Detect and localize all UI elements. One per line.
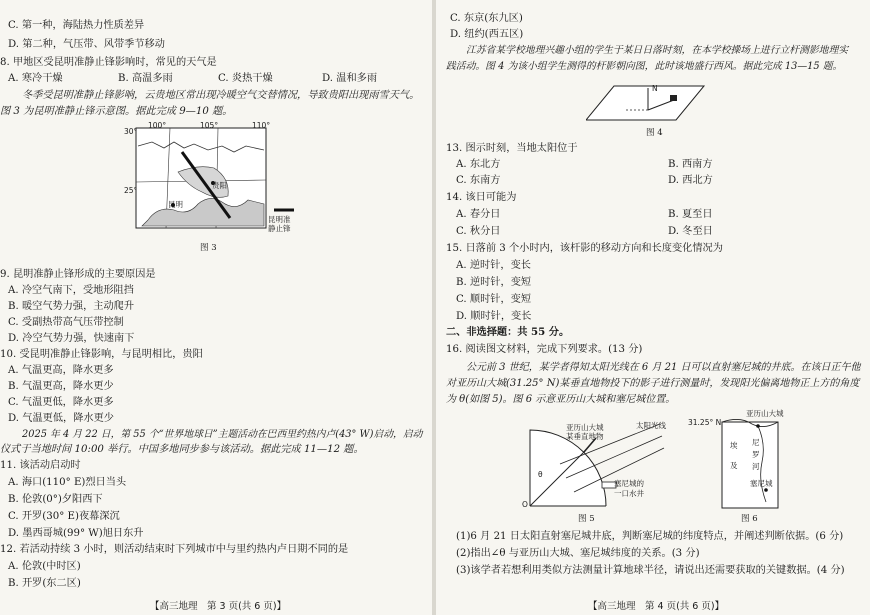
q9-option-a: A. 冷空气南下，受地形阻挡: [8, 285, 134, 296]
q11-option-c: C. 开罗(30° E)夜幕深沉: [8, 511, 120, 522]
left-page-footer: 【高三地理 第 3 页(共 6 页)】: [150, 601, 287, 612]
fig6-egypt-label-2: 及: [730, 461, 738, 470]
q13-option-c: C. 东南方: [456, 175, 501, 186]
intro-13-15-line1: 江苏省某学校地理兴趣小组的学生于某日日落时刻，在本学校操场上进行立杆测影地理实: [466, 45, 849, 56]
q7-option-d: D. 第二种，气压带、风带季节移动: [8, 39, 165, 50]
fig5-alexandria-label: 亚历山大城: [566, 423, 604, 432]
legend-label-1: 昆明准: [268, 215, 291, 224]
q10-option-b: B. 气温更高，降水更少: [8, 381, 114, 392]
fig5-well-label-2: 一口水井: [614, 489, 644, 498]
q8-option-b: B. 高温多雨: [118, 73, 173, 84]
fig5-center-label: O: [522, 500, 528, 509]
q16-sub-3: (3)该学者若想利用类似方法测量计算地球半径，请说出还需要获取的关键数据。(4 分): [456, 565, 845, 576]
figure-6-caption: 图 6: [741, 514, 758, 524]
q14-option-b: B. 夏至日: [668, 209, 713, 220]
q9-option-c: C. 受副热带高气压带控制: [8, 317, 124, 328]
figure-4-caption: 图 4: [646, 128, 663, 138]
fig6-latitude-label: 31.25° N: [688, 418, 722, 427]
q14-option-a: A. 春分日: [456, 209, 501, 220]
q11-option-a: A. 海口(110° E)烈日当头: [8, 477, 127, 488]
figure-4-north-label: N: [652, 84, 658, 93]
q14-stem: 14. 该日可能为: [446, 192, 517, 203]
lat-label-30: 30°: [124, 127, 138, 136]
q9-option-d: D. 冷空气势力强，快速南下: [8, 333, 135, 344]
lon-label-110: 110°: [252, 121, 271, 130]
lon-label-100: 100°: [148, 121, 167, 130]
figure-4-diagram: [586, 80, 706, 126]
intro-13-15-line2: 践活动。图 4 为该小组学生测得的杆影朝向图，此时该地盛行西风。据此完成 13—15 题。: [446, 61, 843, 72]
fig6-egypt-label-1: 埃: [730, 441, 738, 450]
q8-option-a: A. 寒冷干燥: [8, 73, 63, 84]
q13-option-b: B. 西南方: [668, 159, 713, 170]
q11-option-d: D. 墨西哥城(99° W)旭日东升: [8, 528, 144, 539]
q12-option-a: A. 伦敦(中时区): [8, 561, 81, 572]
q7-option-c: C. 第一种，海陆热力性质差异: [8, 20, 145, 31]
fig6-nile-label-3: 河: [752, 462, 760, 471]
q12-option-b: B. 开罗(东二区): [8, 578, 81, 589]
q15-option-c: C. 顺时针，变短: [456, 294, 532, 305]
fig6-alexandria-label: 亚历山大城: [746, 409, 784, 418]
q10-option-a: A. 气温更高，降水更多: [8, 365, 114, 376]
figure-3-caption: 图 3: [200, 243, 217, 253]
q9-option-b: B. 暖空气势力强，主动爬升: [8, 301, 135, 312]
figure-5-caption: 图 5: [578, 514, 595, 524]
q14-option-d: D. 冬至日: [668, 226, 713, 237]
intro-9-10-line2: 图 3 为昆明准静止锋示意图。据此完成 9—10 题。: [0, 106, 233, 117]
q15-option-d: D. 顺时针，变长: [456, 311, 532, 322]
fig5-theta-label: θ: [538, 470, 543, 479]
guiyang-label: 贵阳: [212, 181, 227, 190]
q15-option-b: B. 逆时针，变短: [456, 277, 532, 288]
right-page: [436, 0, 870, 615]
q12-option-d: D. 纽约(西五区): [450, 29, 524, 40]
kunming-label: 昆明: [168, 200, 183, 209]
q12-option-c: C. 东京(东九区): [450, 13, 523, 24]
figure-6-map: [718, 414, 782, 510]
q11-option-b: B. 伦敦(0°)夕阳西下: [8, 494, 103, 505]
q15-stem: 15. 日落前 3 个小时内，该杆影的移动方向和长度变化情况为: [446, 243, 723, 254]
right-page-footer: 【高三地理 第 4 页(共 6 页)】: [588, 601, 725, 612]
fig5-well-label-1: 塞尼城的: [614, 479, 644, 488]
intro-11-12-line2: 仪式于当地时间 10:00 举行。中国多地同步参与该活动。据此完成 11—12 题。: [0, 444, 364, 455]
fig5-object-label: 某垂直地物: [566, 432, 604, 441]
q14-option-c: C. 秋分日: [456, 226, 501, 237]
lon-label-105: 105°: [200, 121, 219, 130]
intro-11-12-line1: 2025 年 4 月 22 日，第 55 个“世界地球日”主题活动在巴西里约热内卢(43° W)启动，启动: [22, 429, 423, 440]
fig5-sunlight-label: 太阳光线: [636, 421, 666, 430]
fig6-nile-label-2: 罗: [752, 450, 760, 459]
q16-material: 公元前 3 世纪，某学者得知太阳光线在 6 月 21 日可以直射塞尼城的井底。在该日正午他对亚历山大城(31.25° N)某垂直地物投下的影子进行测量时，发现阳光偏离地物正上方的角度为 θ(如图 5)。图 6 示意亚历山大城和塞尼城位置。: [446, 362, 861, 405]
q10-option-d: D. 气温更低，降水更少: [8, 413, 114, 424]
q10-option-c: C. 气温更低，降水更多: [8, 397, 114, 408]
q15-option-a: A. 逆时针，变长: [456, 260, 531, 271]
intro-9-10-line1: 冬季受昆明准静止锋影响，云贵地区常出现冷暖空气交替情况，导致贵阳出现雨雪天气。: [22, 90, 420, 101]
q13-stem: 13. 图示时刻，当地太阳位于: [446, 143, 578, 154]
q8-option-d: D. 温和多雨: [322, 73, 378, 84]
section-2-heading: 二、非选择题：共 55 分。: [446, 326, 570, 338]
q16-stem: 16. 阅读图文材料，完成下列要求。(13 分): [446, 344, 643, 355]
fig6-syene-label: 塞尼城: [750, 479, 773, 488]
q16-sub-1: (1)6 月 21 日太阳直射塞尼城井底，判断塞尼城的纬度特点，并阐述判断依据。(6 分): [456, 531, 844, 542]
lat-label-25: 25°: [124, 186, 138, 195]
q8-stem: 8. 甲地区受昆明准静止锋影响时，常见的天气是: [0, 57, 217, 68]
q10-stem: 10. 受昆明准静止锋影响，与昆明相比，贵阳: [0, 349, 203, 360]
q8-option-c: C. 炎热干燥: [218, 73, 273, 84]
fig6-nile-label-1: 尼: [752, 438, 760, 447]
q9-stem: 9. 昆明准静止锋形成的主要原因是: [0, 269, 156, 280]
q13-option-d: D. 西北方: [668, 175, 713, 186]
q13-option-a: A. 东北方: [456, 159, 501, 170]
q16-sub-2: (2)指出∠θ 与亚历山大城、塞尼城纬度的关系。(3 分): [456, 548, 700, 559]
q11-stem: 11. 该活动启动时: [0, 460, 81, 471]
q12-stem: 12. 若活动持续 3 小时，则活动结束时下列城市中与里约热内卢日期不同的是: [0, 544, 349, 555]
legend-label-2: 静止锋: [268, 224, 291, 233]
left-page: [0, 0, 432, 615]
